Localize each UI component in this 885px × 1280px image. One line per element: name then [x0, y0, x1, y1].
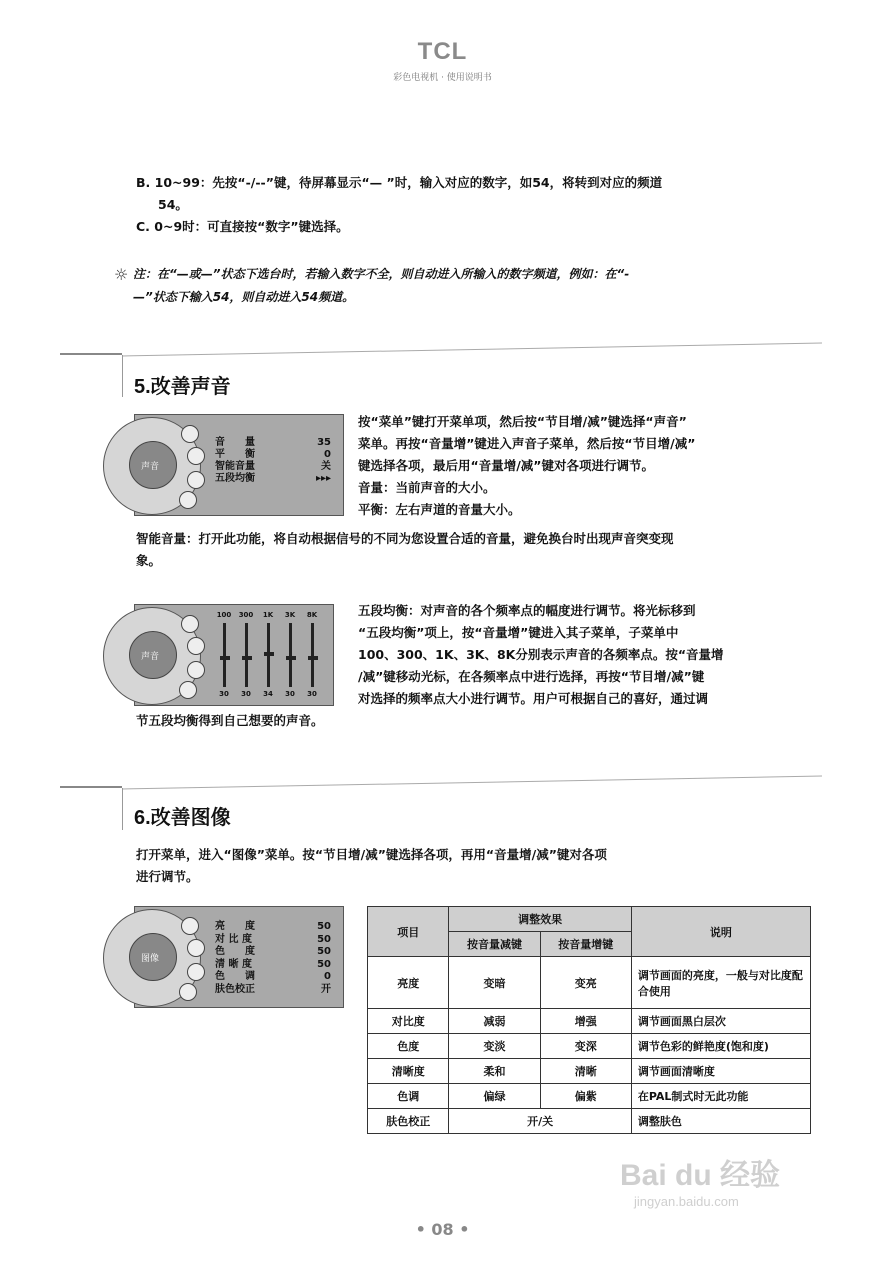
eq-slider-track[interactable]	[289, 623, 292, 687]
eq-band-label: 8K	[306, 611, 318, 619]
eq-slider-track[interactable]	[311, 623, 314, 687]
section-divider-left	[60, 786, 122, 788]
menu-row-label: 音 量	[215, 437, 255, 448]
menu-icon	[179, 983, 197, 1001]
picture-menu-screenshot	[134, 906, 344, 1008]
menu-row-value: 50	[317, 921, 331, 932]
table-cell: 偏紫	[540, 1084, 631, 1109]
baidu-watermark	[620, 1150, 780, 1209]
table-cell: 调节画面清晰度	[631, 1059, 810, 1084]
section-divider-line	[122, 340, 827, 360]
table-header-inc: 按音量增键	[540, 932, 631, 957]
note-text	[133, 263, 823, 309]
eq-slider-knob[interactable]	[264, 652, 274, 656]
sound-menu-screenshot	[134, 414, 344, 516]
intro-line-c: C. 0~9时：可直接按“数字”键选择。	[136, 219, 349, 234]
eq-band-value: 30	[241, 690, 251, 698]
smart-volume-line: 象。	[136, 553, 162, 568]
table-row	[368, 1059, 811, 1084]
equalizer-desc-text	[358, 600, 828, 710]
eq-band-label: 3K	[284, 611, 296, 619]
section-divider-left	[60, 353, 122, 355]
sound-desc-line: 键选择各项，最后用“音量增/减”键对各项进行调节。	[358, 458, 654, 473]
smart-volume-text	[136, 528, 826, 572]
section-title-image: 6.改善图像	[134, 807, 231, 829]
table-cell: 对比度	[368, 1009, 449, 1034]
table-cell: 变暗	[449, 957, 540, 1009]
section-divider-line	[122, 773, 827, 793]
menu-row-label: 五段均衡	[215, 473, 255, 484]
table-cell: 变淡	[449, 1034, 540, 1059]
menu-row-value: 35	[317, 437, 331, 448]
menu-icon	[187, 471, 205, 489]
equalizer-desc-tail: 节五段均衡得到自己想要的声音。	[136, 713, 324, 728]
table-row	[368, 1109, 811, 1134]
sound-desc-line: 音量：当前声音的大小。	[358, 480, 496, 495]
eq-band-label: 1K	[262, 611, 274, 619]
menu-icon	[187, 939, 205, 957]
sound-desc-line: 按“菜单”键打开菜单项，然后按“节目增/减”键选择“声音”	[358, 414, 687, 429]
menu-dial-label: 图像	[141, 954, 160, 964]
equalizer-screenshot	[134, 604, 334, 706]
eq-slider-knob[interactable]	[242, 656, 252, 660]
menu-icon	[179, 491, 197, 509]
intro-text	[136, 172, 826, 238]
table-cell: 在PAL制式时无此功能	[631, 1084, 810, 1109]
menu-row-value: 50	[317, 946, 331, 957]
menu-row-value: 50	[317, 958, 331, 970]
note-line-2: —”状态下输入54，则自动进入54频道。	[133, 290, 355, 304]
table-cell: 变深	[540, 1034, 631, 1059]
menu-row-label: 肤色校正	[215, 983, 255, 995]
table-cell: 变亮	[540, 957, 631, 1009]
table-row	[368, 957, 811, 1009]
menu-icon	[187, 963, 205, 981]
table-row	[368, 1009, 811, 1034]
eq-slider-knob[interactable]	[308, 656, 318, 660]
sound-desc-text	[358, 411, 828, 521]
table-cell: 偏绿	[449, 1084, 540, 1109]
menu-row-value: 开	[321, 983, 331, 995]
eq-slider-knob[interactable]	[220, 656, 230, 660]
menu-icon	[187, 637, 205, 655]
table-cell: 清晰	[540, 1059, 631, 1084]
note-line-1: 注：在“—或—”状态下选台时，若输入数字不全，则自动进入所输入的数字频道，例如：在“-	[133, 267, 630, 281]
equalizer-desc-line: 100、300、1K、3K、8K分别表示声音的各频率点。按“音量增	[358, 647, 724, 662]
menu-row-value: ▸▸▸	[315, 473, 331, 484]
eq-slider-knob[interactable]	[286, 656, 296, 660]
eq-slider-track[interactable]	[245, 623, 248, 687]
table-header-dec: 按音量减键	[449, 932, 540, 957]
picture-adjust-table	[367, 906, 811, 1134]
eq-slider-track[interactable]	[267, 623, 270, 687]
table-cell: 色调	[368, 1084, 449, 1109]
menu-row-label: 清 晰 度	[215, 958, 252, 970]
menu-row-value: 0	[324, 449, 331, 460]
menu-row-label: 智能音量	[215, 461, 255, 472]
menu-icon	[179, 681, 197, 699]
eq-slider-track[interactable]	[223, 623, 226, 687]
table-cell: 调节色彩的鲜艳度(饱和度)	[631, 1034, 810, 1059]
section-marker	[122, 355, 123, 397]
eq-band-label: 100	[216, 611, 232, 619]
equalizer-panel	[217, 609, 329, 701]
table-cell: 清晰度	[368, 1059, 449, 1084]
menu-row-label: 亮 度	[215, 921, 255, 932]
menu-icon	[181, 425, 199, 443]
menu-icon	[187, 661, 205, 679]
menu-icon	[181, 917, 199, 935]
menu-row-label: 色 调	[215, 971, 255, 982]
menu-row-label: 平 衡	[215, 449, 255, 460]
equalizer-desc-line: 对选择的频率点大小进行调节。用户可根据自己的喜好，通过调	[358, 691, 709, 706]
table-cell: 调节画面黑白层次	[631, 1009, 810, 1034]
menu-icon	[181, 615, 199, 633]
watermark-url: jingyan.baidu.com	[634, 1194, 739, 1209]
picture-menu-list	[215, 921, 331, 996]
section-marker	[122, 788, 123, 830]
table-cell: 增强	[540, 1009, 631, 1034]
menu-icon	[187, 447, 205, 465]
sound-desc-line: 菜单。再按“音量增”键进入声音子菜单，然后按“节目增/减”	[358, 436, 696, 451]
table-header-desc: 说明	[631, 907, 810, 957]
table-cell: 减弱	[449, 1009, 540, 1034]
table-cell: 色度	[368, 1034, 449, 1059]
eq-band-value: 30	[285, 690, 295, 698]
menu-row-label: 色 度	[215, 946, 255, 957]
sound-menu-list	[215, 437, 331, 485]
table-row	[368, 1084, 811, 1109]
eq-band-value: 30	[307, 690, 317, 698]
smart-volume-line: 智能音量：打开此功能，将自动根据信号的不同为您设置合适的音量，避免换台时出现声音突变现	[136, 531, 674, 546]
table-cell: 亮度	[368, 957, 449, 1009]
sun-icon: ☼	[114, 265, 129, 284]
brand-logo: TCL	[417, 38, 468, 65]
sound-desc-line: 平衡：左右声道的音量大小。	[358, 502, 521, 517]
image-intro-line: 进行调节。	[136, 869, 199, 884]
table-header-item: 项目	[368, 907, 449, 957]
intro-line-b2: 54。	[158, 197, 188, 212]
table-header-effect: 调整效果	[449, 907, 631, 932]
intro-line-b: B. 10~99：先按“-/--”键，待屏幕显示“— ”时，输入对应的数字，如54，将转到对应的频道	[136, 175, 663, 190]
equalizer-desc-line: 五段均衡：对声音的各个频率点的幅度进行调节。将光标移到	[358, 603, 696, 618]
equalizer-desc-line: /减”键移动光标，在各频率点中进行选择，再按“节目增/减”键	[358, 669, 705, 684]
page-number: • 08 •	[415, 1220, 470, 1239]
eq-band-value: 30	[219, 690, 229, 698]
watermark-text: Bai du 经验	[620, 1159, 781, 1192]
image-intro-line: 打开菜单，进入“图像”菜单。按“节目增/减”键选择各项，再用“音量增/减”键对各项	[136, 847, 607, 862]
table-cell: 开/关	[449, 1109, 631, 1134]
menu-row-value: 50	[317, 933, 331, 945]
eq-band-value: 34	[263, 690, 273, 698]
menu-row-value: 0	[324, 971, 331, 982]
table-cell: 肤色校正	[368, 1109, 449, 1134]
table-row	[368, 1034, 811, 1059]
menu-dial-label: 声音	[141, 652, 160, 662]
table-cell: 调整肤色	[631, 1109, 810, 1134]
table-cell: 调节画面的亮度，一般与对比度配合使用	[631, 957, 810, 1009]
menu-row-value: 关	[321, 461, 331, 472]
image-intro-text	[136, 844, 826, 888]
menu-row-label: 对 比 度	[215, 933, 252, 945]
header-subtitle: 彩色电视机 · 使用说明书	[393, 73, 492, 83]
section-title-sound: 5.改善声音	[134, 376, 231, 398]
table-cell: 柔和	[449, 1059, 540, 1084]
eq-band-label: 300	[238, 611, 254, 619]
menu-dial-label: 声音	[141, 462, 160, 472]
equalizer-desc-line: “五段均衡”项上，按“音量增”键进入其子菜单，子菜单中	[358, 625, 679, 640]
